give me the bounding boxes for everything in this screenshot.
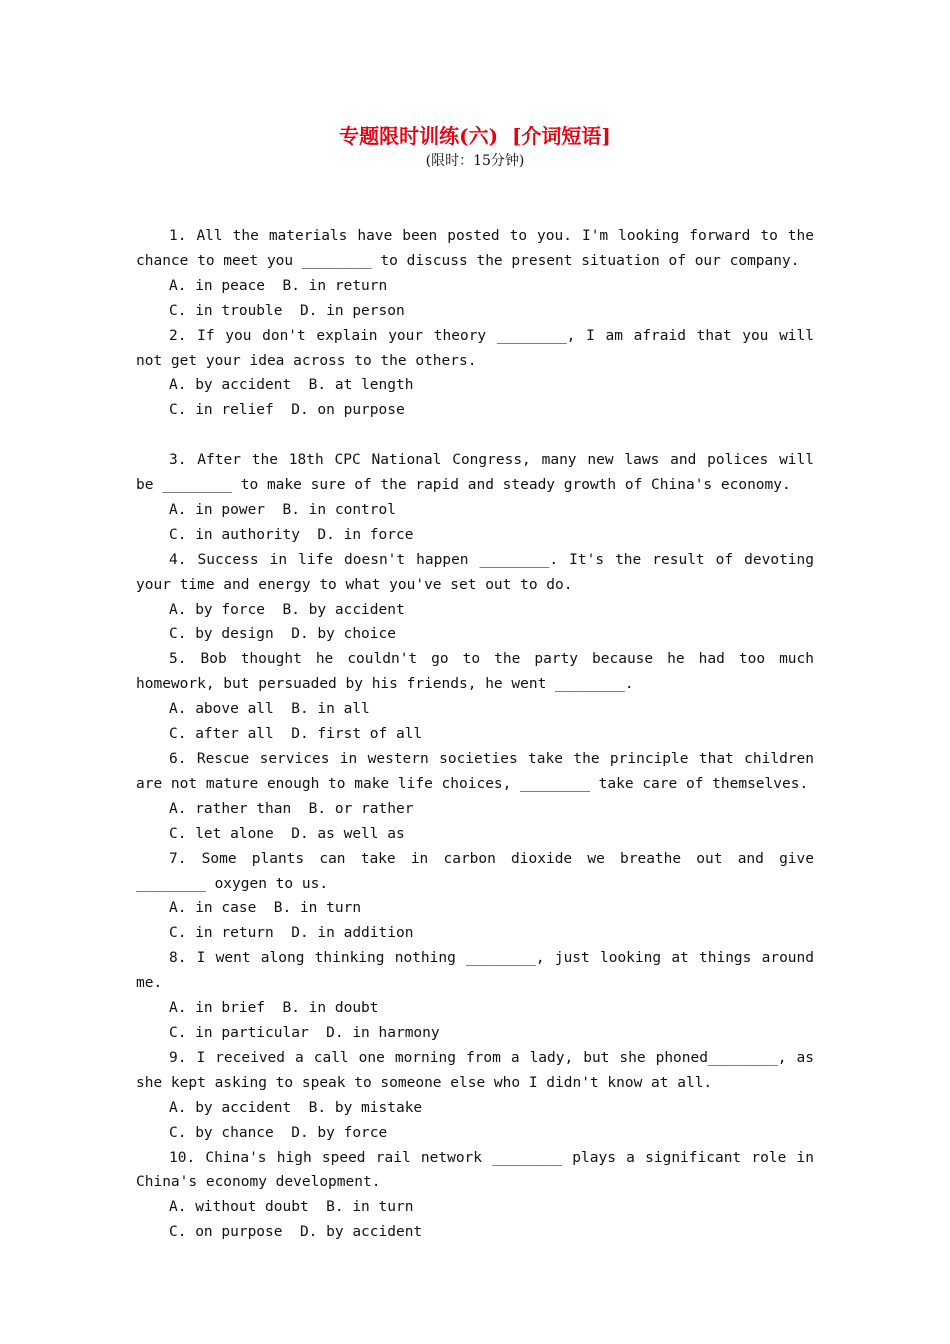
question-options-line: C. by chance D. by force [169,1124,388,1141]
question-options-line: C. by design D. by choice [169,626,396,643]
question-options-line: C. in relief D. on purpose [169,402,405,419]
question-stem: 3. After the 18th CPC National Congress, many new laws and polices will be ________ to make sure of the rapid and steady growth of China's economy. [136,452,814,494]
question-options-line: A. rather than B. or rather [169,800,414,817]
question-8 [136,946,814,1046]
question-stem: 10. China's high speed rail network ________ plays a significant role in China's economy development. [136,1149,814,1191]
question-options-line: A. in brief B. in doubt [169,1000,379,1017]
question-options-line: C. after all D. first of all [169,726,423,743]
question-options-line: A. without doubt B. in turn [169,1199,414,1216]
question-options-line: A. by accident B. by mistake [169,1099,423,1116]
question-stem: 2. If you don't explain your theory ________, I am afraid that you will not get your idea across to the others. [136,327,814,369]
question-options-line: A. above all B. in all [169,701,370,718]
question-options-line: A. by accident B. at length [169,377,414,394]
question-stem: 1. All the materials have been posted to you. I'm looking forward to the chance to meet you ________ to discuss the present situation of our company. [136,228,814,269]
question-9 [136,1046,814,1146]
question-options-line: C. in trouble D. in person [169,302,405,319]
question-4 [136,548,814,648]
question-stem: 9. I received a call one morning from a lady, but she phoned________, as she kept asking to speak to someone else who I didn't know at all. [136,1049,814,1091]
question-stem: 7. Some plants can take in carbon dioxide we breathe out and give ________ oxygen to us. [136,850,814,892]
question-1 [136,224,814,324]
question-7 [136,847,814,947]
question-stem: 5. Bob thought he couldn't go to the party because he had too much homework, but persuaded by his friends, he went ________. [136,651,814,693]
question-options-line: A. by force B. by accident [169,601,405,618]
question-stem: 4. Success in life doesn't happen ________. It's the result of devoting your time and energy to what you've set out to do. [136,551,814,593]
question-options-line: C. let alone D. as well as [169,825,405,842]
question-options-line: A. in case B. in turn [169,900,362,917]
question-options-line: C. in authority D. in force [169,526,414,543]
question-options-line: A. in power B. in control [169,501,396,518]
question-options-line: A. in peace B. in return [169,277,388,294]
question-list [136,224,814,1245]
question-options-line: C. in return D. in addition [169,925,414,942]
page-title: 专题限时训练(六) [介词短语] [339,124,611,148]
question-10 [136,1146,814,1246]
question-3 [136,448,814,548]
question-6 [136,747,814,847]
question-stem: 8. I went along thinking nothing ________, just looking at things around me. [136,950,814,992]
time-limit-subtitle: (限时：15分钟) [425,153,525,169]
question-options-line: C. in particular D. in harmony [169,1024,440,1041]
blank-line-spacer [136,423,814,448]
question-options-line: C. on purpose D. by accident [169,1224,423,1241]
question-stem: 6. Rescue services in western societies take the principle that children are not mature enough to make life choices, ________ take care of themselves. [136,751,814,792]
question-2 [136,324,814,424]
question-5 [136,647,814,747]
